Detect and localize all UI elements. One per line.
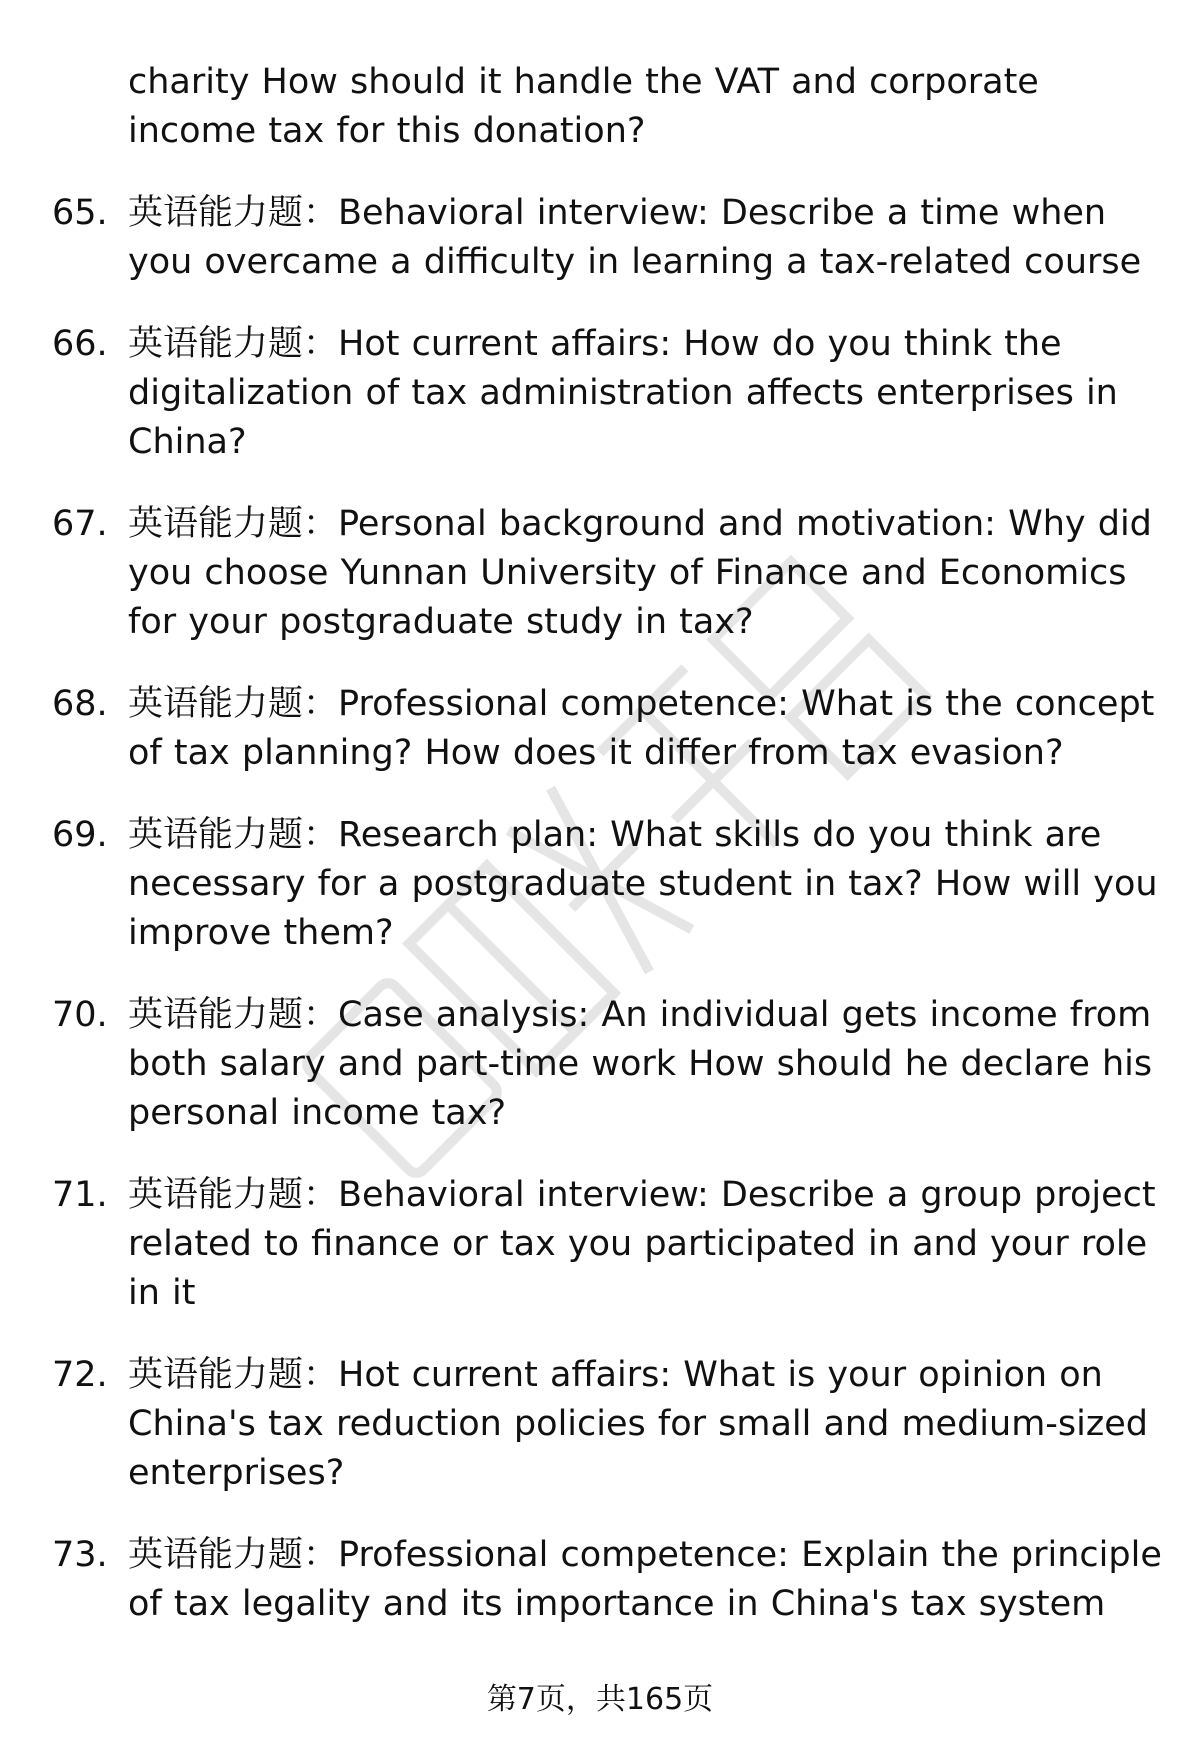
page-footer: 第7页，共165页 — [486, 1682, 714, 1717]
question-number: 70. — [52, 995, 108, 1035]
question-item-73 — [52, 1531, 1162, 1629]
question-number: 68. — [52, 684, 108, 724]
question-text: 英语能力题：Research plan: What skills do you think are necessary for a postgraduate student in tax? How will you improve them? — [128, 815, 1158, 953]
question-number: 73. — [52, 1535, 108, 1575]
question-number: 65. — [52, 193, 108, 233]
question-number: 71. — [52, 1175, 108, 1215]
question-list — [52, 58, 1162, 1662]
continuation-text: charity How should it handle the VAT and corporate income tax for this donation? — [128, 62, 1039, 151]
question-item-68 — [52, 680, 1162, 778]
question-item-72 — [52, 1351, 1162, 1498]
question-text: 英语能力题：Professional competence: Explain the principle of tax legality and its importance in China's tax system — [128, 1535, 1162, 1624]
question-number: 67. — [52, 504, 108, 544]
question-item-69 — [52, 811, 1162, 958]
question-number: 72. — [52, 1355, 108, 1395]
question-text: 英语能力题：Hot current affairs: What is your opinion on China's tax reduction policies for small and medium-sized enterprises? — [128, 1355, 1149, 1493]
question-number: 66. — [52, 324, 108, 364]
question-text: 英语能力题：Hot current affairs: How do you think the digitalization of tax administration affects enterprises in China? — [128, 324, 1118, 462]
question-text: 英语能力题：Personal background and motivation: Why did you choose Yunnan University of Finance and Economics for your postgraduate study in tax? — [128, 504, 1152, 642]
question-item-70 — [52, 991, 1162, 1138]
question-item-66 — [52, 320, 1162, 467]
question-number: 69. — [52, 815, 108, 855]
question-text: 英语能力题：Behavioral interview: Describe a time when you overcame a difficulty in learning a tax-related course — [128, 193, 1142, 282]
question-text: 英语能力题：Case analysis: An individual gets income from both salary and part-time work How should he declare his personal income tax? — [128, 995, 1153, 1133]
question-text: 英语能力题：Professional competence: What is the concept of tax planning? How does it differ from tax evasion? — [128, 684, 1155, 773]
question-item-65 — [52, 189, 1162, 287]
question-item-67 — [52, 500, 1162, 647]
question-item-71 — [52, 1171, 1162, 1318]
question-text: 英语能力题：Behavioral interview: Describe a group project related to finance or tax you participated in and your role in it — [128, 1175, 1156, 1313]
